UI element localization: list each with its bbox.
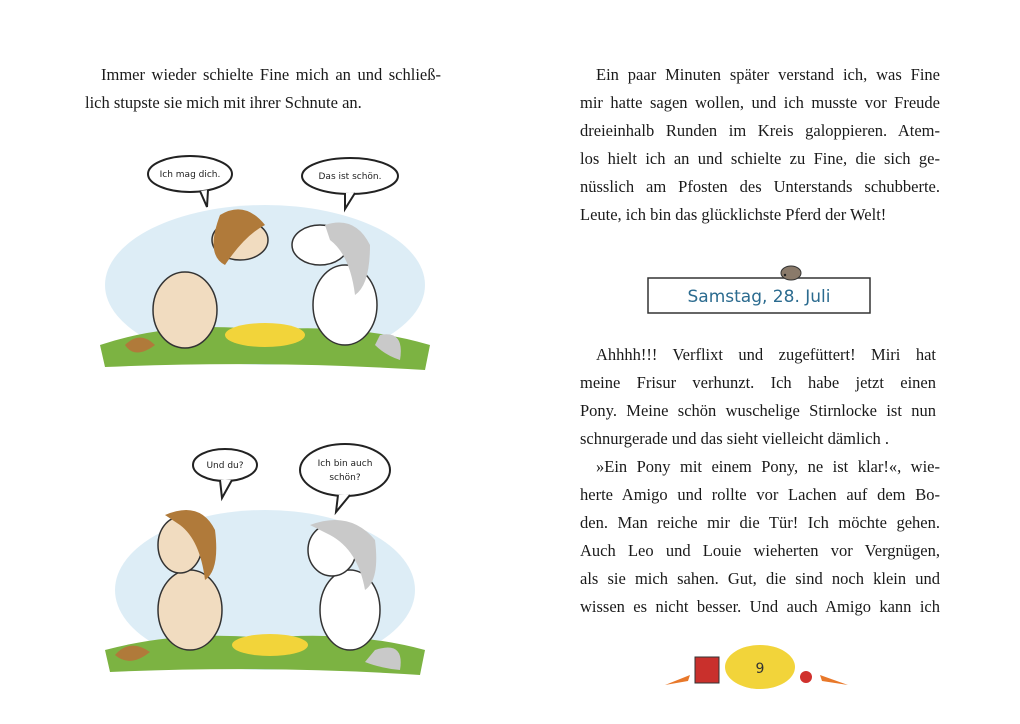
text-line: den. Man reiche mir die Tür! Ich möchte gehen.	[580, 513, 940, 532]
text-line: Ein paar Minuten später verstand ich, was Fine	[596, 65, 940, 84]
page-number-decoration	[660, 635, 860, 695]
svg-text:Samstag, 28. Juli: Samstag, 28. Juli	[687, 287, 831, 307]
paragraph-3	[580, 453, 940, 621]
bubble-left	[148, 156, 232, 207]
svg-text:Das ist schön.: Das ist schön.	[318, 172, 382, 182]
illustration-ponies-top	[95, 145, 435, 375]
text-line: dreieinhalb Runden im Kreis galoppieren. Atem-	[580, 121, 940, 140]
left-paragraph	[85, 61, 441, 117]
paragraph-2	[580, 341, 936, 453]
text-line: schnurgerade und das sieht vielleicht dämlich .	[580, 429, 889, 448]
hedgehog-icon	[781, 266, 801, 280]
date-banner	[645, 255, 875, 320]
text-line: »Ein Pony mit einem Pony, ne ist klar!«, wie-	[596, 457, 940, 476]
text-line: als sie mich sahen. Gut, die sind noch klein und	[580, 569, 940, 588]
svg-text:Ich mag dich.: Ich mag dich.	[159, 170, 221, 180]
apple-icon	[800, 671, 812, 683]
text-line: lich stupste sie mich mit ihrer Schnute an.	[85, 93, 362, 112]
bubble-right	[300, 444, 390, 512]
text-line: Auch Leo und Louie wieherten vor Vergnügen,	[580, 541, 940, 560]
page-number: 9	[755, 661, 765, 677]
text-line: Ahhhh!!! Verflixt und zugefüttert! Miri hat	[596, 345, 936, 364]
text-line: meine Frisur verhunzt. Ich habe jetzt einen	[580, 373, 936, 392]
text-line: mir hatte sagen wollen, und ich musste vor Freude	[580, 93, 940, 112]
svg-text:schön?: schön?	[329, 473, 361, 483]
svg-text:Ich bin auch: Ich bin auch	[317, 459, 373, 469]
illustration-ponies-bottom	[100, 440, 430, 680]
hay-pile	[232, 634, 308, 656]
text-line: wissen es nicht besser. Und auch Amigo kann ich	[580, 597, 940, 616]
bucket-icon	[695, 657, 719, 683]
text-line: los hielt ich an und schielte zu Fine, die sich ge-	[580, 149, 940, 168]
text-line: Pony. Meine schön wuschelige Stirnlocke ist nun	[580, 401, 936, 420]
carrot-icon	[665, 675, 690, 685]
text-line: herte Amigo und rollte vor Lachen auf dem Bo-	[580, 485, 940, 504]
bubble-left	[193, 449, 257, 498]
text-line: nüsslich am Pfosten des Unterstands schubberte.	[580, 177, 940, 196]
paragraph-1	[580, 61, 940, 229]
svg-text:Und du?: Und du?	[206, 461, 244, 471]
text-line: Immer wieder schielte Fine mich an und schließ-	[101, 65, 441, 84]
right-page	[510, 0, 1020, 724]
carrot-icon	[820, 675, 848, 685]
hay-pile	[225, 323, 305, 347]
text-line: Leute, ich bin das glücklichste Pferd der Welt!	[580, 205, 887, 224]
bubble-right	[302, 158, 398, 209]
